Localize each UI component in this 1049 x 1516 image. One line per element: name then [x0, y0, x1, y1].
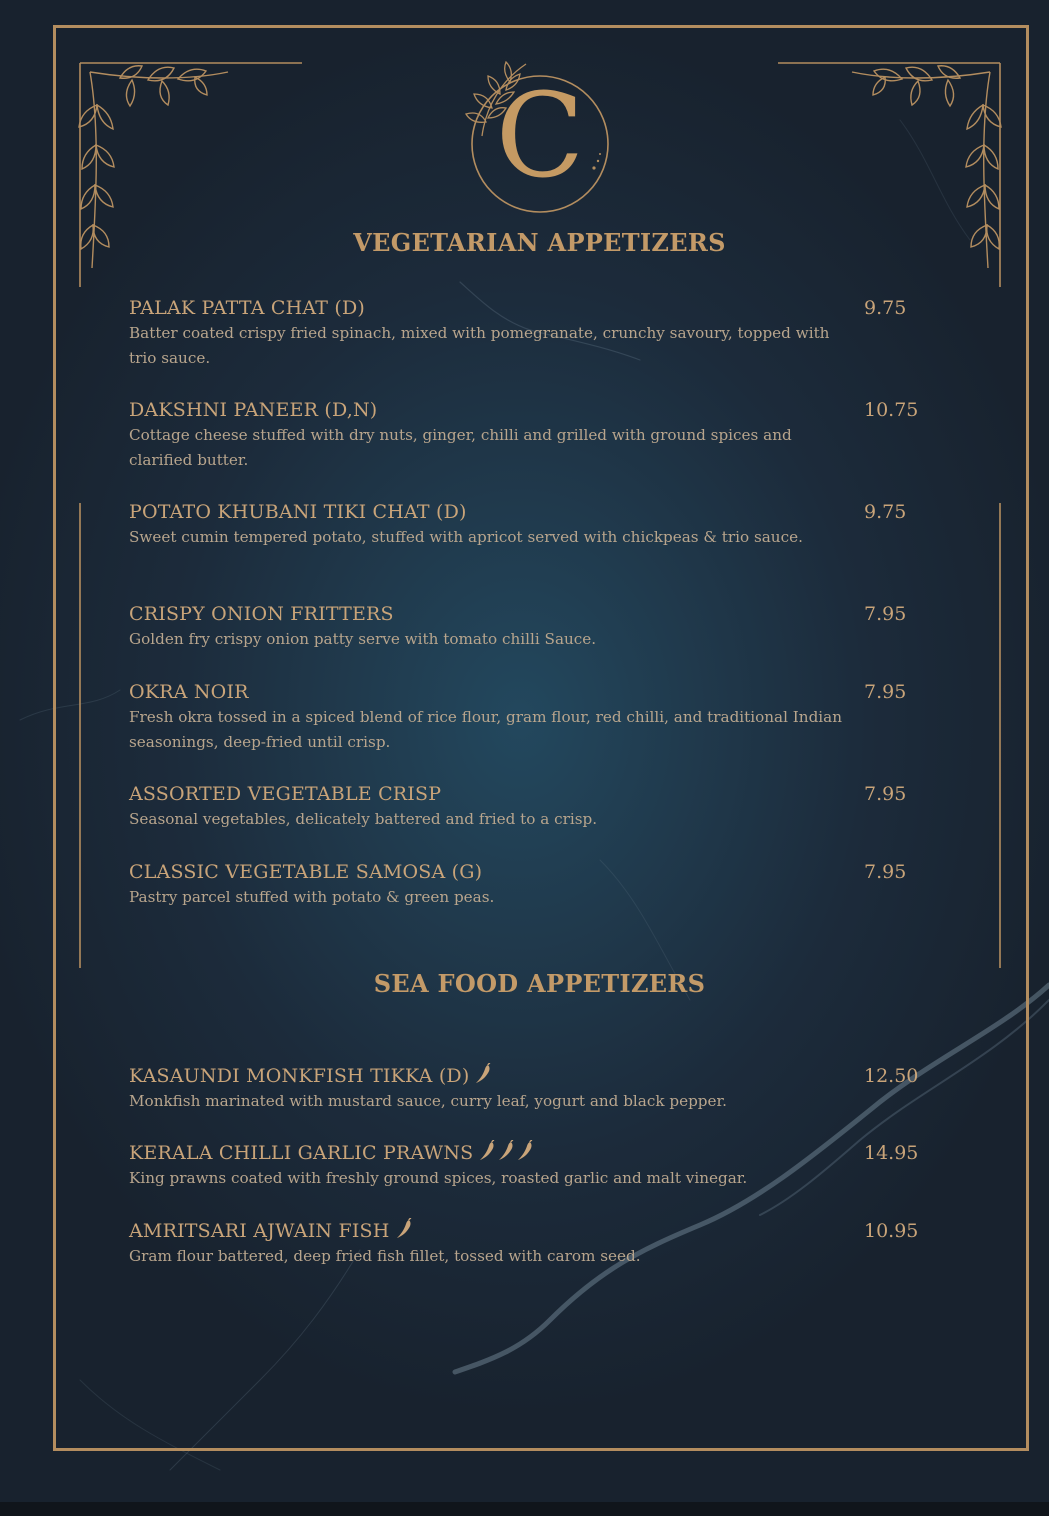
menu-item-kerala-chilli-garlic-prawns: [129, 1140, 929, 1191]
item-name: POTATO KHUBANI TIKI CHAT (D): [129, 501, 467, 523]
item-name: AMRITSARI AJWAIN FISH: [129, 1220, 390, 1242]
item-price: 7.95: [864, 603, 907, 625]
item-name: DAKSHNI PANEER (D,N): [129, 399, 378, 421]
chili-icon: [475, 1063, 493, 1085]
menu-item-amritsari-ajwain-fish: [129, 1218, 929, 1269]
item-price: 7.95: [864, 861, 907, 883]
menu-item-kasaundi-monkfish-tikka: [129, 1063, 929, 1114]
item-description: Seasonal vegetables, delicately battered and fried to a crisp.: [129, 810, 598, 828]
item-price: 7.95: [864, 783, 907, 805]
item-price: 7.95: [864, 681, 907, 703]
item-description: King prawns coated with freshly ground spices, roasted garlic and malt vinegar.: [129, 1169, 748, 1187]
item-price: 10.95: [864, 1220, 919, 1242]
menu-item-okra-noir: [129, 679, 929, 755]
item-description: Sweet cumin tempered potato, stuffed with apricot served with chickpeas & trio sauce.: [129, 528, 803, 546]
section-title-seafood: SEA FOOD APPETIZERS: [373, 969, 706, 998]
menu-item-assorted-vegetable-crisp: [129, 781, 929, 832]
item-name: PALAK PATTA CHAT (D): [129, 297, 366, 319]
item-name: OKRA NOIR: [129, 681, 249, 703]
section-title-vegetarian: VEGETARIAN APPETIZERS: [353, 228, 726, 257]
item-name-row: [129, 1218, 929, 1244]
chili-icon: [479, 1140, 497, 1162]
item-price: 9.75: [864, 297, 907, 319]
item-description: Cottage cheese stuffed with dry nuts, ginger, chilli and grilled with ground spices and clarified butter.: [129, 426, 792, 469]
chili-icon: [498, 1140, 516, 1162]
item-name-row: [129, 1063, 929, 1089]
item-price: 12.50: [864, 1065, 919, 1087]
menu-item-potato-khubani-tiki-chat: [129, 499, 929, 550]
item-price: 9.75: [864, 501, 907, 523]
item-description: Golden fry crispy onion patty serve with tomato chilli Sauce.: [129, 630, 597, 648]
bottom-bar: [0, 1502, 1049, 1516]
item-description: Pastry parcel stuffed with potato & green peas.: [129, 888, 495, 906]
menu-item-classic-vegetable-samosa: [129, 859, 929, 910]
item-name: KERALA CHILLI GARLIC PRAWNS: [129, 1142, 474, 1164]
menu-item-palak-patta-chat: [129, 295, 929, 371]
item-name: KASAUNDI MONKFISH TIKKA (D): [129, 1065, 470, 1087]
logo-letter: C: [495, 69, 585, 204]
item-name: CRISPY ONION FRITTERS: [129, 603, 394, 625]
item-price: 10.75: [864, 399, 919, 421]
item-price: 14.95: [864, 1142, 919, 1164]
menu-item-dakshni-paneer: [129, 397, 929, 473]
menu-item-crispy-onion-fritters: [129, 601, 929, 652]
item-name: CLASSIC VEGETABLE SAMOSA (G): [129, 861, 483, 883]
chili-icon: [517, 1140, 535, 1162]
item-name: ASSORTED VEGETABLE CRISP: [129, 783, 442, 805]
item-description: Fresh okra tossed in a spiced blend of rice flour, gram flour, red chilli, and traditional Indian seasonings, deep-fried until crisp.: [129, 708, 842, 751]
chili-icon: [396, 1218, 414, 1240]
item-name-row: [129, 1140, 929, 1166]
item-description: Monkfish marinated with mustard sauce, curry leaf, yogurt and black pepper.: [129, 1092, 727, 1110]
item-description: Gram flour battered, deep fried fish fillet, tossed with carom seed.: [129, 1247, 641, 1265]
item-description: Batter coated crispy fried spinach, mixed with pomegranate, crunchy savoury, topped with trio sauce.: [129, 324, 830, 367]
